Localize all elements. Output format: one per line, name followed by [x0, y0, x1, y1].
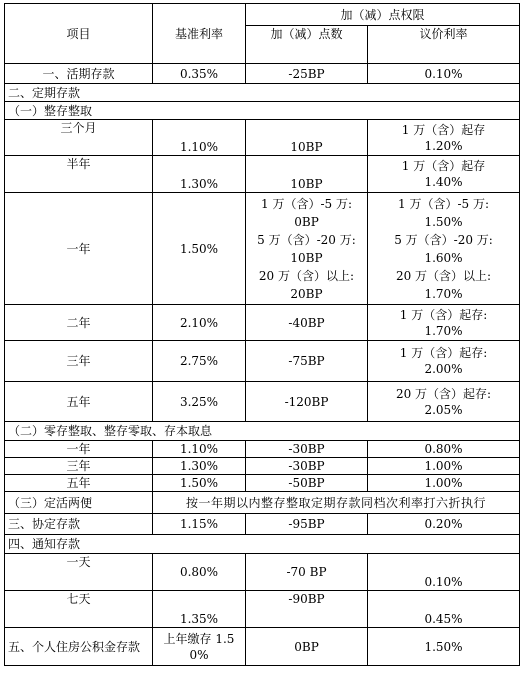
base-rate-cell: 0.35%	[153, 64, 246, 84]
table-row	[5, 492, 520, 514]
base-rate-cell: 1.50%	[153, 193, 246, 305]
bp-line: 20BP	[290, 286, 323, 301]
base-rate-cell: 1.10%	[153, 441, 246, 458]
rate-line: 2.00%	[424, 362, 463, 376]
section-heading: （二）零存整取、整存零取、存本取息	[5, 422, 520, 441]
table-row	[5, 382, 520, 422]
header-item: 项目	[5, 4, 153, 64]
bp-cell: -25BP	[246, 64, 368, 84]
rate-line: 1.20%	[424, 138, 463, 153]
rate-cell	[368, 341, 520, 382]
bp-cell: -120BP	[246, 382, 368, 422]
rate-cell: 0.80%	[368, 441, 520, 458]
base-rate-line: 上年缴存 1.5	[163, 631, 235, 646]
table-row	[5, 305, 520, 341]
bp-cell: -30BP	[246, 441, 368, 458]
rate-line: 2.05%	[424, 402, 463, 417]
rate-cell: 1.00%	[368, 475, 520, 492]
rate-cell: 0.20%	[368, 514, 520, 535]
rate-cell	[368, 382, 520, 422]
table-row	[5, 591, 520, 628]
base-rate-cell: 1.50%	[153, 475, 246, 492]
table-row	[5, 458, 520, 475]
rate-cell: 0.10%	[368, 64, 520, 84]
rate-cell	[368, 120, 520, 156]
table-row	[5, 341, 520, 382]
flex-rule-note: 按一年期以内整存整取定期存款同档次利率打六折执行	[153, 492, 520, 514]
table-row	[5, 120, 520, 156]
base-rate-cell: 3.25%	[153, 382, 246, 422]
header-float-range: 加（减）点权限	[246, 4, 520, 26]
table-row	[5, 628, 520, 666]
bp-line: 20 万（含）以上:	[258, 268, 355, 283]
row-label: 五年	[5, 382, 153, 422]
row-label: 三个月	[5, 120, 153, 156]
base-rate-cell: 2.75%	[153, 341, 246, 382]
bp-cell: -95BP	[246, 514, 368, 535]
base-rate-cell	[153, 628, 246, 666]
rate-line: 1.40%	[424, 175, 463, 189]
bp-cell: -90BP	[246, 591, 368, 628]
table-row	[5, 156, 520, 193]
bp-cell: -70 BP	[246, 554, 368, 591]
row-label: 半年	[5, 156, 153, 193]
bp-cell: 10BP	[246, 120, 368, 156]
rate-cell: 0.10%	[368, 554, 520, 591]
rate-line: 1 万（含）起存:	[399, 346, 488, 360]
table-row	[5, 441, 520, 458]
row-label: 一天	[5, 554, 153, 591]
rate-line: 20 万（含）以上:	[395, 268, 492, 283]
base-rate-cell: 2.10%	[153, 305, 246, 341]
header-base-rate: 基准利率	[153, 4, 246, 64]
header-bp-points: 加（减）点数	[246, 26, 368, 64]
rate-line: 1.70%	[424, 323, 463, 338]
table-row	[5, 475, 520, 492]
rate-cell	[368, 305, 520, 341]
row-label: 三、协定存款	[5, 514, 153, 535]
row-label: 一年	[5, 441, 153, 458]
rate-line: 1 万（含）起存	[401, 122, 486, 137]
rate-cell	[368, 156, 520, 193]
rate-line: 1 万（含）起存:	[399, 307, 488, 322]
rate-cell: 1.00%	[368, 458, 520, 475]
rate-cell: 1.50%	[368, 628, 520, 666]
row-label: 七天	[5, 591, 153, 628]
row-label: 五、个人住房公积金存款	[5, 628, 153, 666]
base-rate-cell: 1.30%	[153, 458, 246, 475]
base-rate-cell: 1.30%	[153, 156, 246, 193]
row-label: 三年	[5, 341, 153, 382]
bp-line: 5 万（含）-20 万:	[257, 232, 356, 247]
deposit-rate-table	[4, 3, 520, 666]
bp-cell: -40BP	[246, 305, 368, 341]
rate-line: 20 万（含）起存:	[395, 386, 492, 401]
row-label: （三）定活两便	[5, 492, 153, 514]
table-row	[5, 514, 520, 535]
row-label: 三年	[5, 458, 153, 475]
rate-line: 1.60%	[424, 250, 463, 265]
table-row	[5, 193, 520, 305]
rate-line: 1.70%	[424, 286, 463, 301]
base-rate-cell: 1.10%	[153, 120, 246, 156]
bp-cell: -30BP	[246, 458, 368, 475]
row-label: 一年	[5, 193, 153, 305]
row-label: 一、活期存款	[5, 64, 153, 84]
rate-cell	[368, 193, 520, 305]
bp-cell	[246, 193, 368, 305]
section-heading: （一）整存整取	[5, 102, 520, 120]
base-rate-line: 0%	[189, 647, 209, 662]
base-rate-cell: 1.15%	[153, 514, 246, 535]
table-row	[5, 64, 520, 84]
bp-line: 10BP	[290, 250, 323, 265]
row-label: 五年	[5, 475, 153, 492]
bp-line: 1 万（含）-5 万:	[261, 196, 352, 211]
base-rate-cell: 0.80%	[153, 554, 246, 591]
rate-line: 1 万（含）-5 万:	[398, 196, 489, 211]
section-heading: 四、通知存款	[5, 535, 520, 554]
section-heading: 二、定期存款	[5, 84, 520, 102]
table-row	[5, 554, 520, 591]
rate-line: 5 万（含）-20 万:	[394, 232, 493, 247]
row-label: 二年	[5, 305, 153, 341]
bp-cell: 0BP	[246, 628, 368, 666]
bp-cell: 10BP	[246, 156, 368, 193]
rate-line: 1 万（含）起存	[401, 159, 486, 173]
bp-cell: -75BP	[246, 341, 368, 382]
base-rate-cell: 1.35%	[153, 591, 246, 628]
bp-line: 0BP	[294, 214, 319, 229]
rate-line: 1.50%	[424, 214, 463, 229]
header-negotiated-rate: 议价利率	[368, 26, 520, 64]
rate-cell: 0.45%	[368, 591, 520, 628]
bp-cell: -50BP	[246, 475, 368, 492]
